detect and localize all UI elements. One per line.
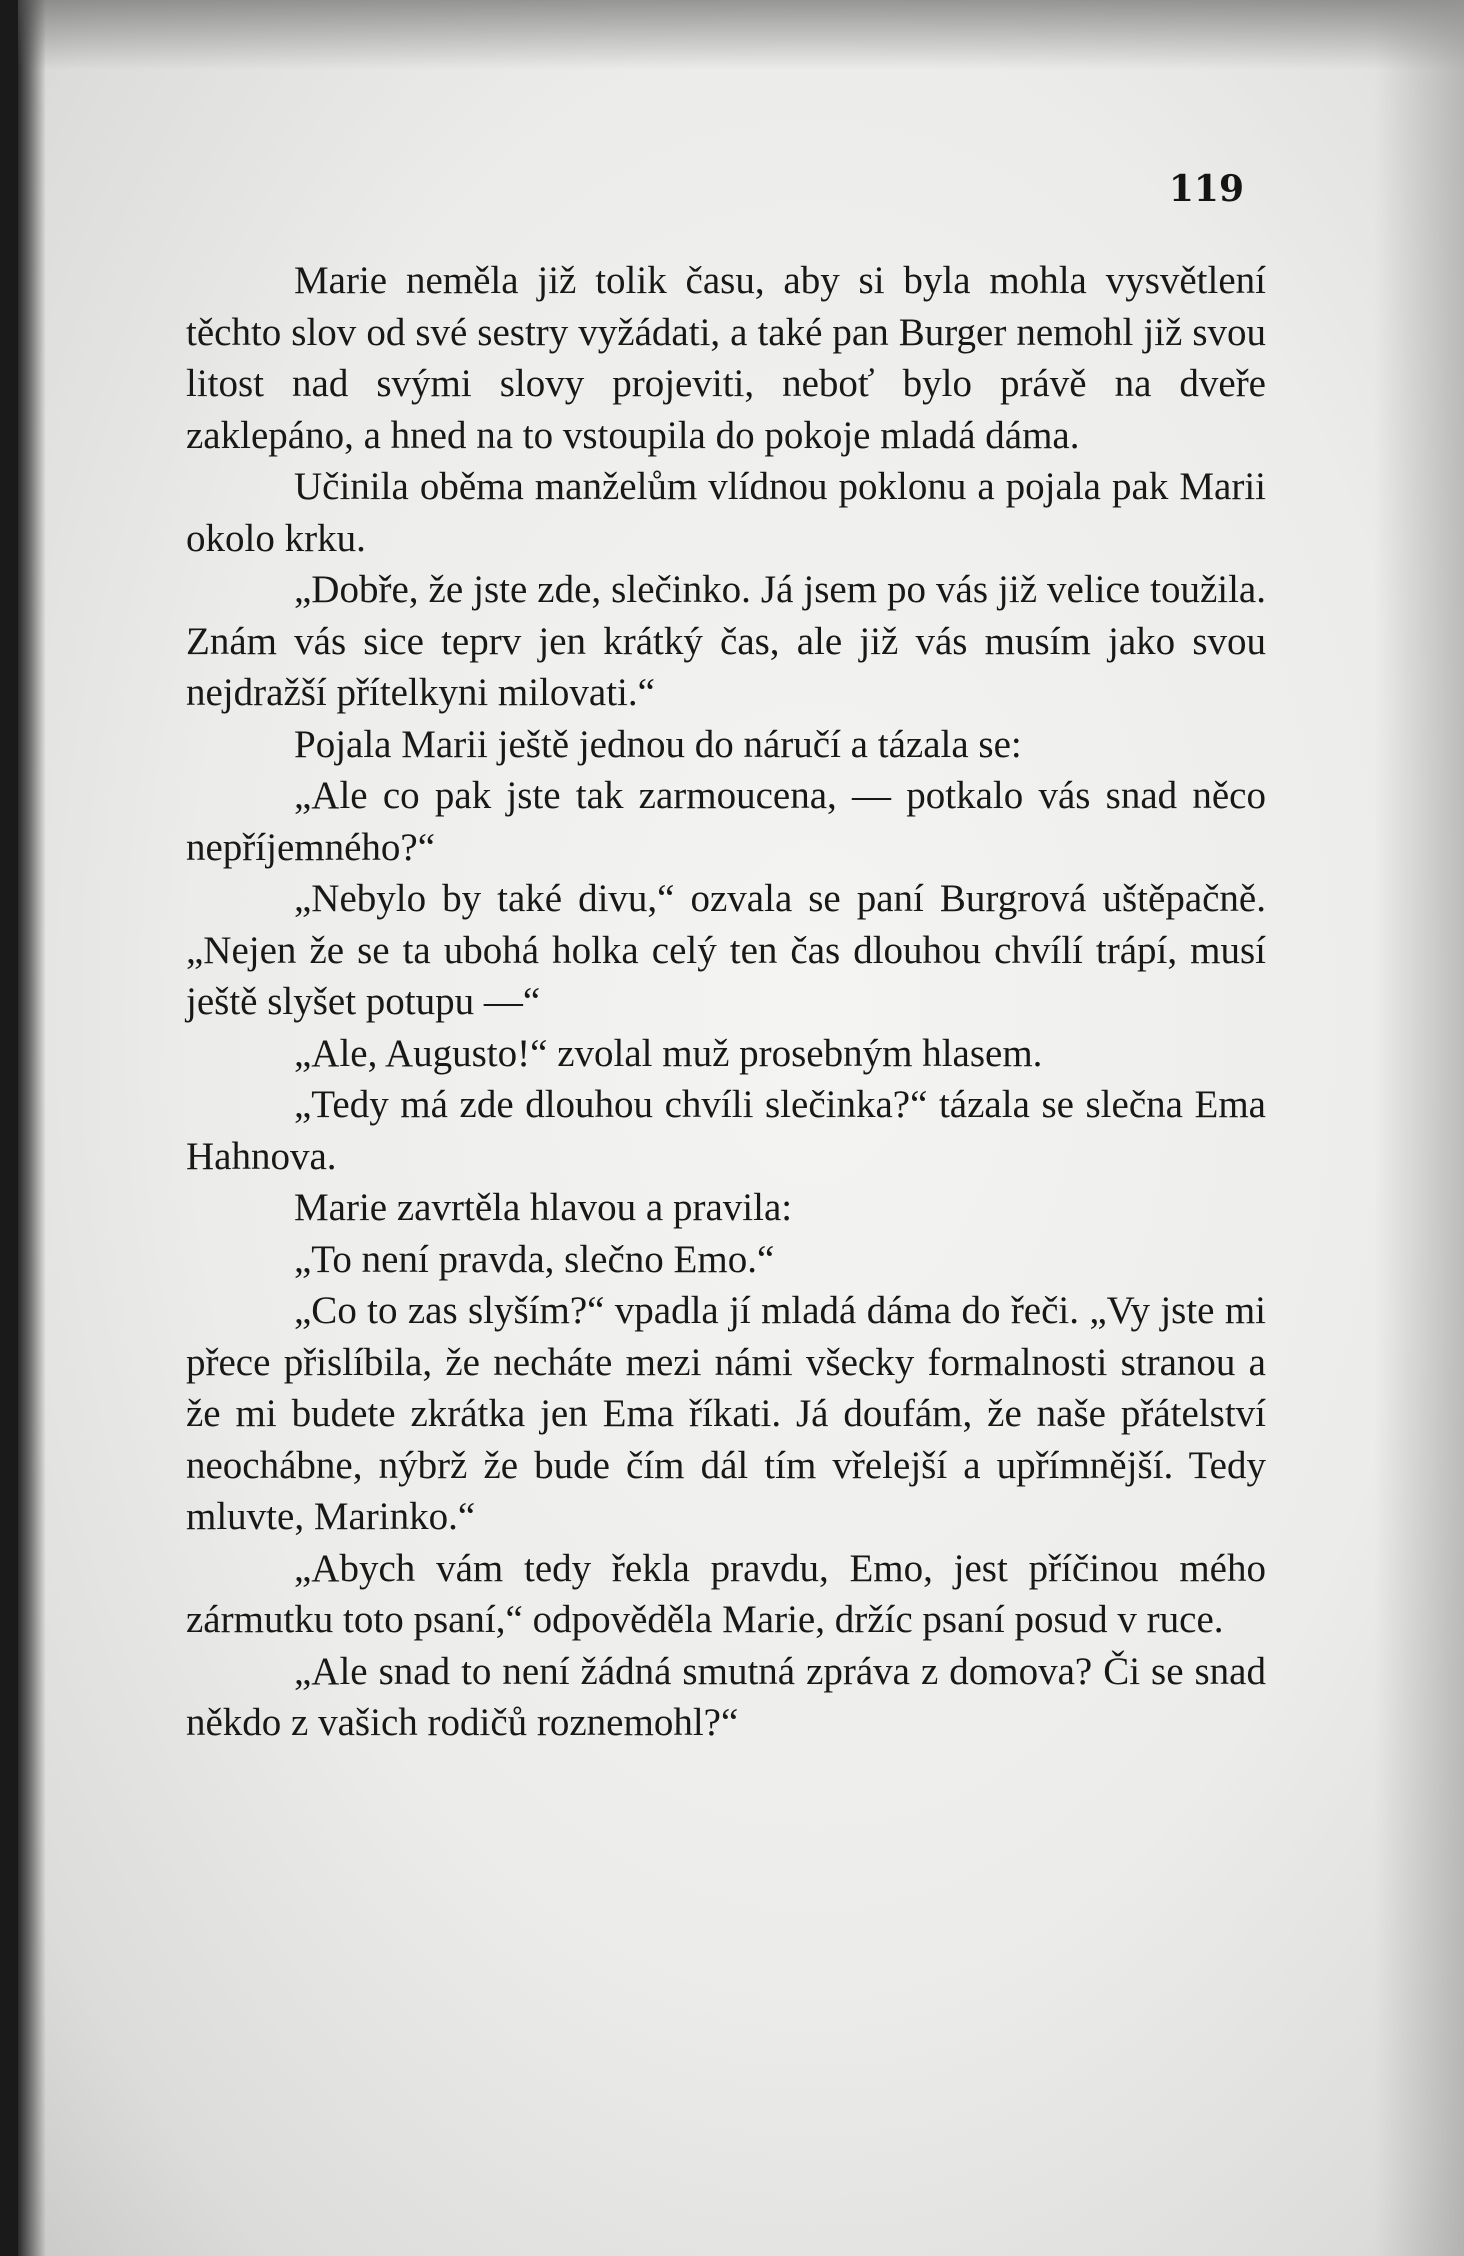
page-number: 119	[1168, 168, 1244, 210]
paragraph: „Tedy má zde dlouhou chvíli slečinka?“ tázala se slečna Ema Hahnova.	[186, 1083, 1266, 1178]
paragraph: „Nebylo by také divu,“ ozvala se paní Burgrová uštěpačně. „Nejen že se ta ubohá holka celý ten čas dlouhou chvílí trápí, musí ještě slyšet potupu —“	[186, 877, 1266, 1023]
paragraph: „Abych vám tedy řekla pravdu, Emo, jest příčinou mého zármutku toto psaní,“ odpověděla Marie, držíc psaní posud v ruce.	[186, 1546, 1266, 1641]
paragraph: „To není pravda, slečno Emo.“	[294, 1237, 775, 1281]
paragraph: Učinila oběma manželům vlídnou poklonu a pojala pak Marii okolo krku.	[186, 465, 1266, 560]
paragraph: „Dobře, že jste zde, slečinko. Já jsem po vás již velice toužila. Znám vás sice teprv jen krátký čas, ale již vás musím jako svou nejdražší přítelkyni milovati.“	[186, 568, 1266, 714]
binding-shadow	[18, 0, 46, 2256]
paragraph: Pojala Marii ještě jednou do náručí a tázala se:	[294, 722, 1022, 766]
right-edge-shadow	[1374, 0, 1464, 2256]
paragraph: Marie neměla již tolik času, aby si byla mohla vysvětlení těchto slov od své sestry vyžádati, a také pan Burger nemohl již svou litost nad svými slovy projeviti, neboť bylo právě na dveře zaklepáno, a hned na to vstoupila do pokoje mladá dáma.	[186, 259, 1266, 457]
paragraph: „Ale co pak jste tak zarmoucena, — potkalo vás snad něco nepříjemného?“	[186, 774, 1266, 869]
body-text	[186, 255, 1266, 1749]
book-page	[18, 0, 1464, 2256]
paragraph: „Ale snad to není žádná smutná zpráva z domova? Či se snad někdo z vašich rodičů roznemohl?“	[186, 1649, 1266, 1744]
paragraph: Marie zavrtěla hlavou a pravila:	[294, 1186, 793, 1229]
top-edge-shadow	[18, 0, 1464, 70]
paragraph: „Ale, Augusto!“ zvolal muž prosebným hlasem.	[294, 1031, 1043, 1075]
paragraph: „Co to zas slyším?“ vpadla jí mladá dáma do řeči. „Vy jste mi přece přislíbila, že necháte mezi námi všecky formalnosti stranou a že mi budete zkrátka jen Ema říkati. Já doufám, že naše přátelství neochábne, nýbrž že bude čím dál tím vřelejší a upřímnější. Tedy mluvte, Marinko.“	[186, 1289, 1266, 1538]
